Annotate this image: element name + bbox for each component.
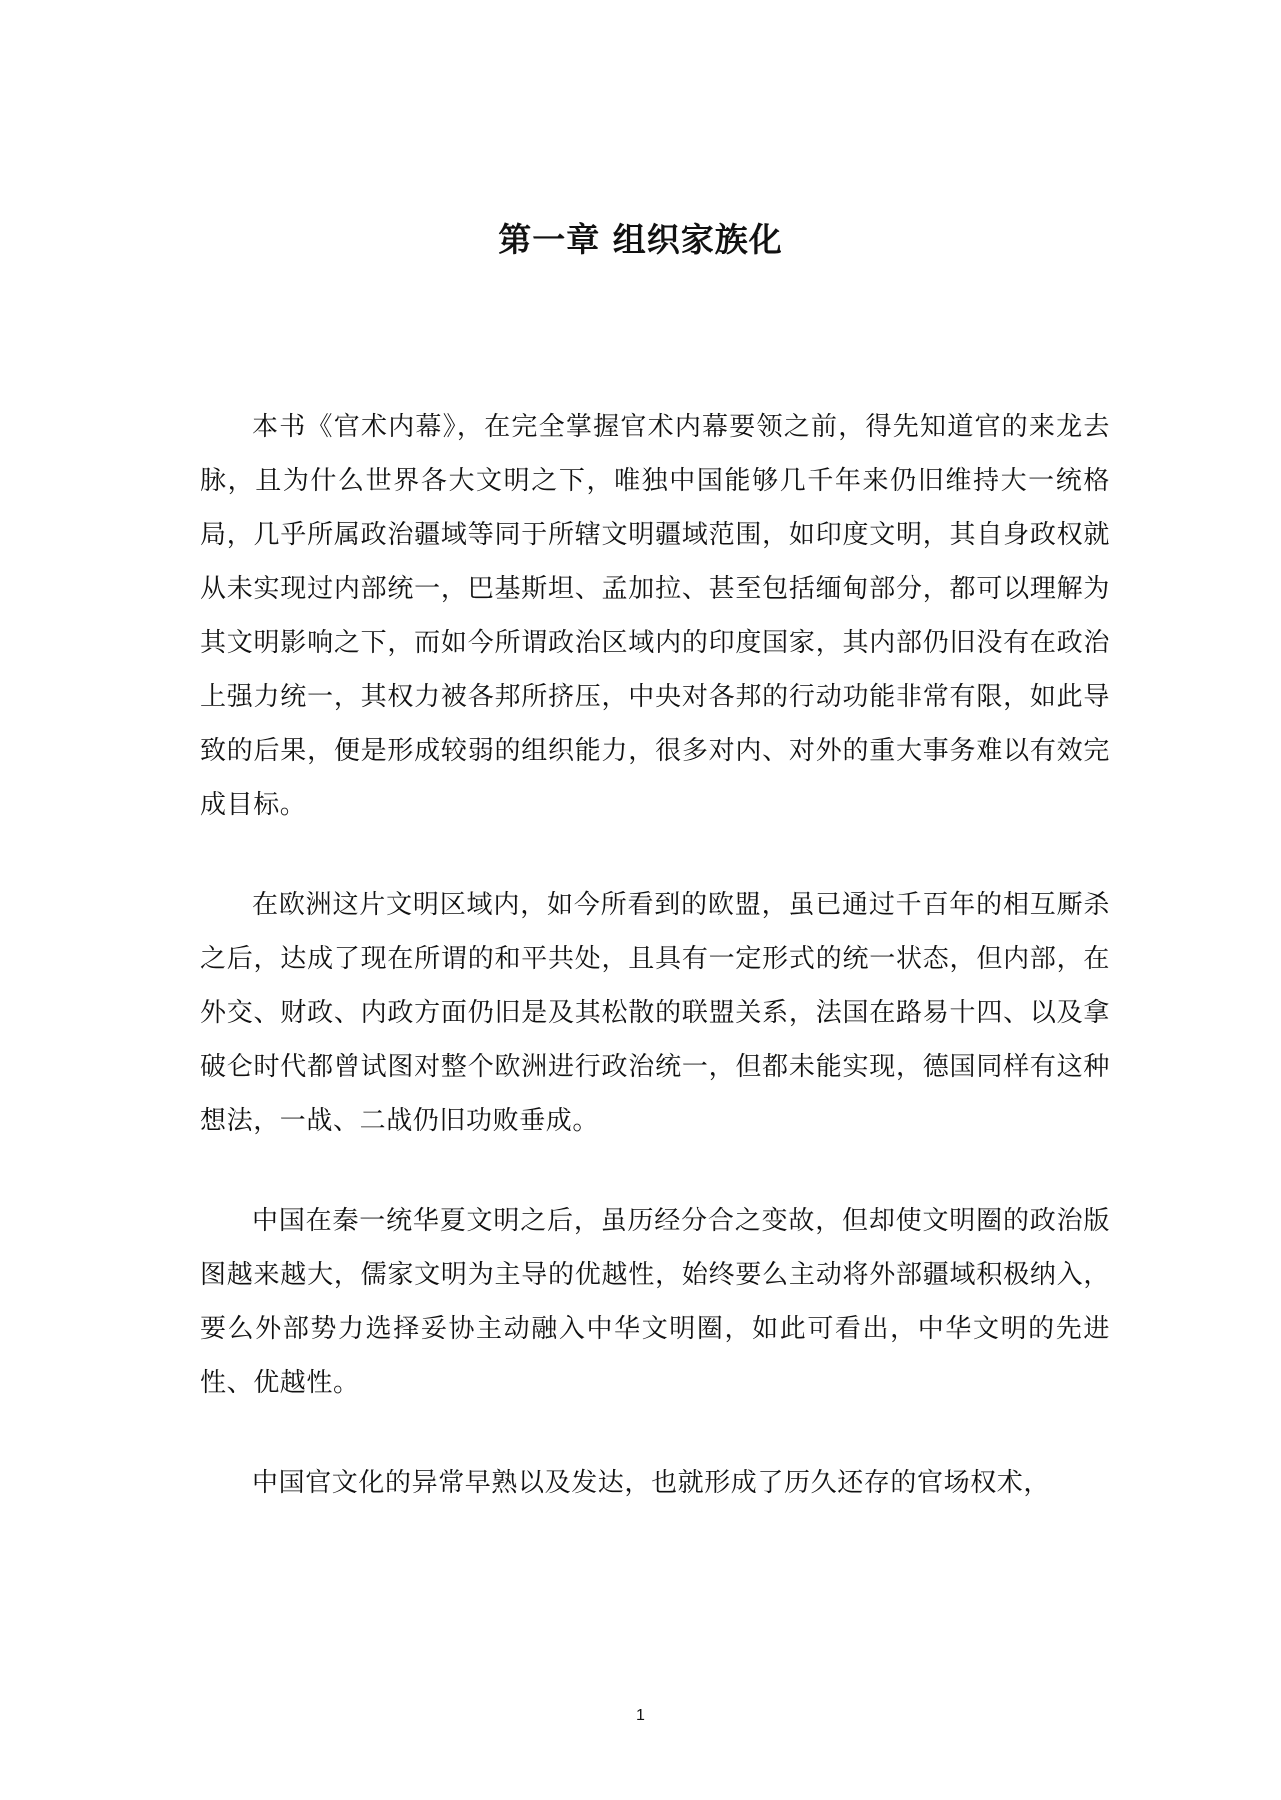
page-number: 1 xyxy=(636,1707,645,1724)
paragraph: 本书《官术内幕》，在完全掌握官术内幕要领之前，得先知道官的来龙去脉，且为什么世界各大文明之下，唯独中国能够几千年来仍旧维持大一统格局，几乎所属政治疆域等同于所辖文明疆域范围，如印度文明，其自身政权就从未实现过内部统一，巴基斯坦、孟加拉、甚至包括缅甸部分，都可以理解为其文明影响之下，而如今所谓政治区域内的印度国家，其内部仍旧没有在政治上强力统一，其权力被各邦所挤压，中央对各邦的行动功能非常有限，如此导致的后果，便是形成较弱的组织能力，很多对内、对外的重大事务难以有效完成目标。 xyxy=(200,412,1110,820)
paragraph: 中国在秦一统华夏文明之后，虽历经分合之变故，但却使文明圈的政治版图越来越大，儒家文明为主导的优越性，始终要么主动将外部疆域积极纳入，要么外部势力选择妥协主动融入中华文明圈，如此可看出，中华文明的先进性、优越性。 xyxy=(200,1206,1110,1398)
body-text xyxy=(200,400,1110,1510)
paragraph: 中国官文化的异常早熟以及发达，也就形成了历久还存的官场权术， xyxy=(252,1468,1051,1498)
paragraph: 在欧洲这片文明区域内，如今所看到的欧盟，虽已通过千百年的相互厮杀之后，达成了现在所谓的和平共处，且具有一定形式的统一状态，但内部，在外交、财政、内政方面仍旧是及其松散的联盟关系，法国在路易十四、以及拿破仑时代都曾试图对整个欧洲进行政治统一，但都未能实现，德国同样有这种想法，一战、二战仍旧功败垂成。 xyxy=(200,890,1110,1136)
chapter-title: 第一章 组织家族化 xyxy=(498,220,783,259)
